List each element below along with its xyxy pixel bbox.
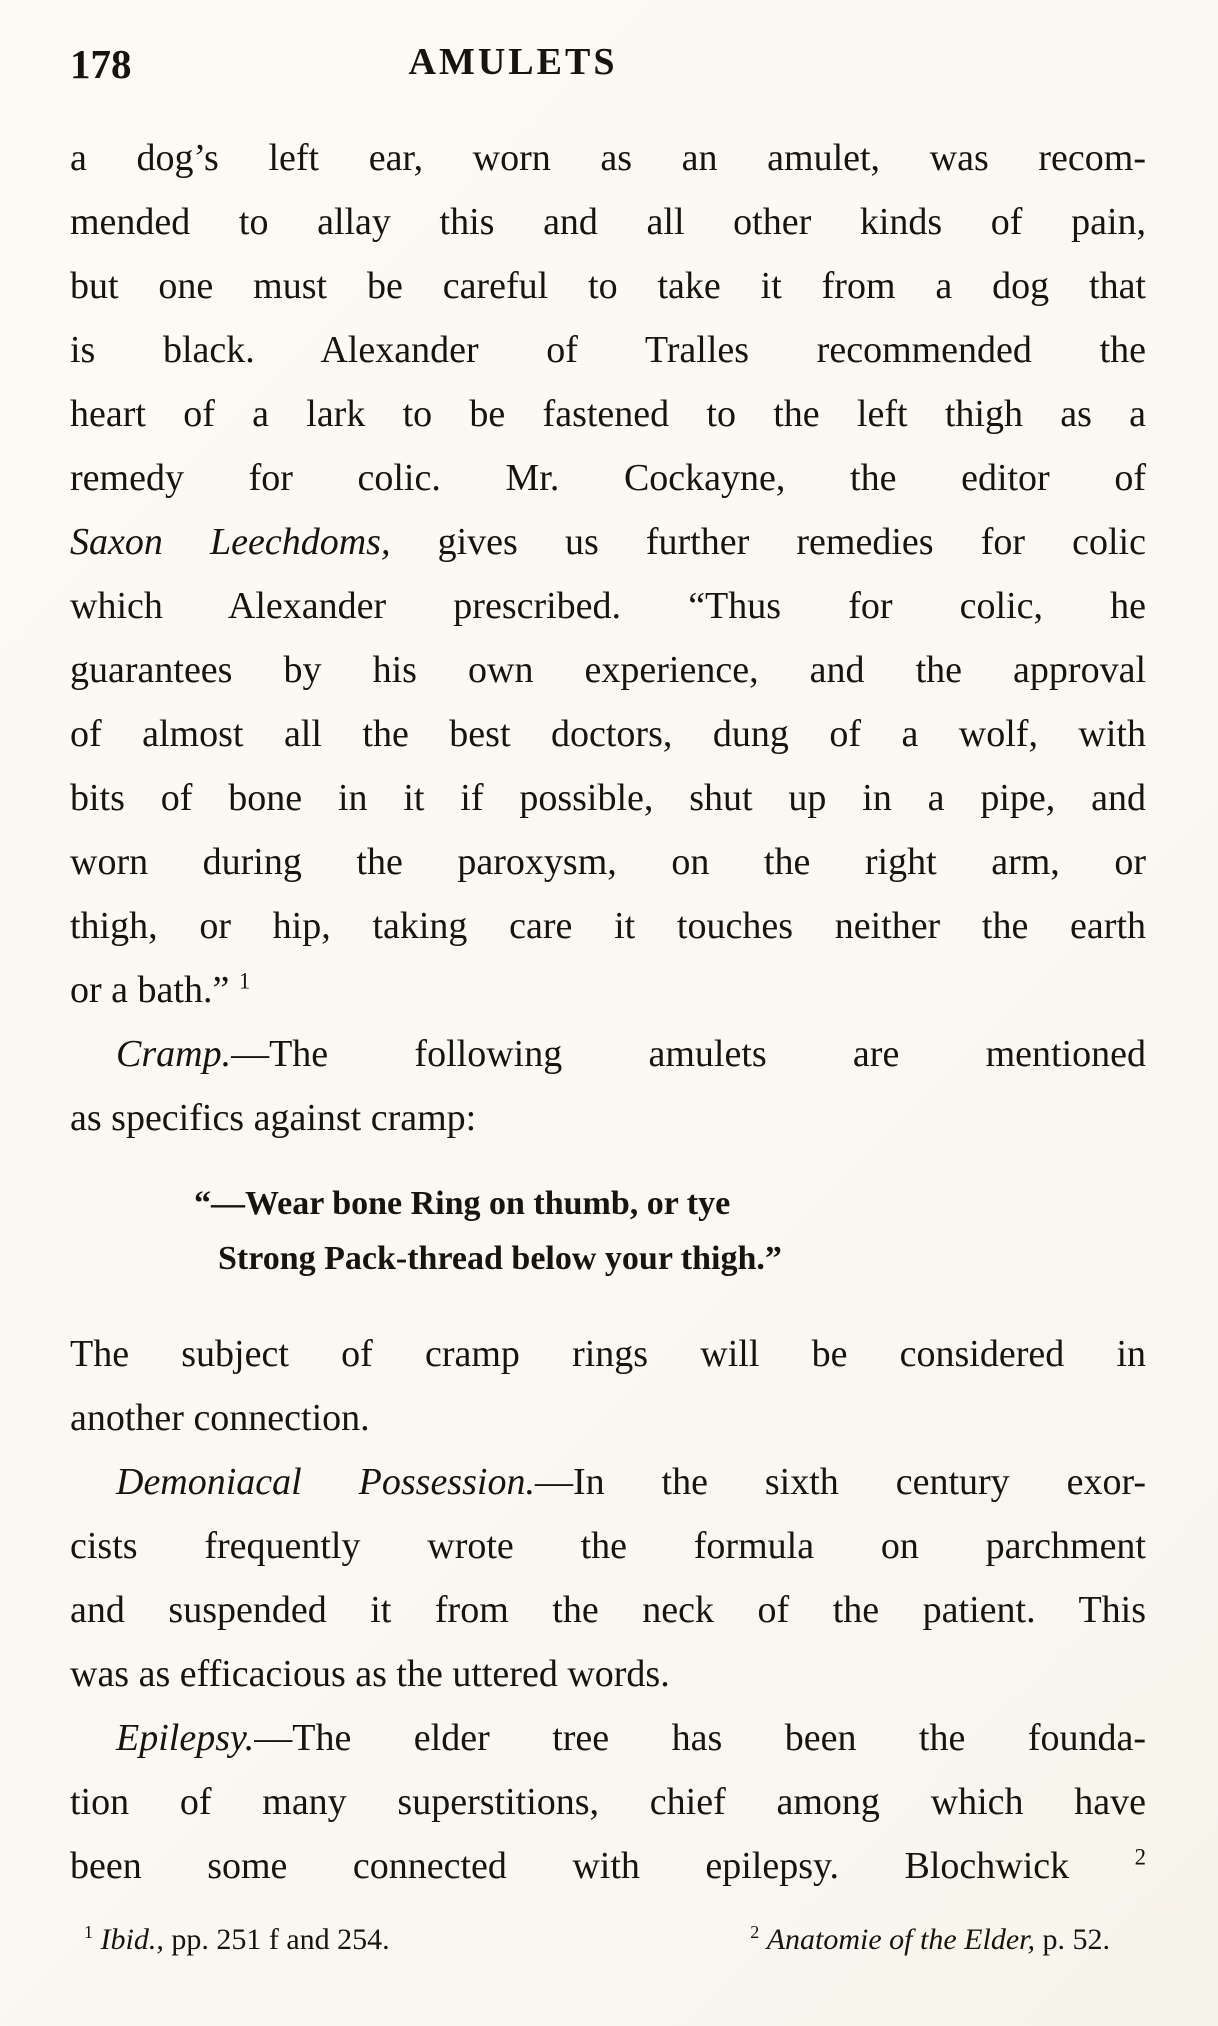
text-segment: “—Wear bone Ring on thumb, or tye: [194, 1185, 731, 1222]
paragraph: [70, 1706, 1146, 1898]
text-body: [70, 126, 1146, 1898]
text-line: [70, 382, 1146, 446]
text-line: [194, 1231, 1146, 1286]
italic-text: Anatomie of the Elder,: [766, 1923, 1035, 1956]
text-segment: pp. 251 f and 254.: [163, 1923, 390, 1956]
text-segment: gives us further remedies for colic: [390, 521, 1146, 563]
text-line: [70, 126, 1146, 190]
text-segment: another connection.: [70, 1397, 370, 1439]
italic-text: Demoniacal Possession.: [116, 1461, 535, 1503]
footnote: [750, 1918, 1110, 1962]
text-line: [70, 830, 1146, 894]
text-segment: as specifics against cramp:: [70, 1097, 477, 1139]
footnote-marker: 2: [750, 1922, 760, 1942]
text-segment: The subject of cramp rings will be considered in: [70, 1333, 1146, 1375]
paragraph: [70, 1450, 1146, 1706]
text-line: [70, 446, 1146, 510]
italic-text: Saxon Leechdoms,: [70, 521, 391, 563]
footnote-marker: 2: [1134, 1844, 1146, 1870]
text-segment: but one must be careful to take it from a dog that: [70, 265, 1146, 307]
text-segment: [759, 1923, 767, 1956]
text-segment: which Alexander prescribed. “Thus for colic, he: [70, 585, 1146, 627]
text-segment: mended to allay this and all other kinds of pain,: [70, 201, 1146, 243]
text-segment: remedy for colic. Mr. Cockayne, the editor of: [70, 457, 1146, 499]
text-segment: —The following amulets are mentioned: [231, 1033, 1146, 1075]
text-segment: heart of a lark to be fastened to the left thigh as a: [70, 393, 1146, 435]
text-line: [70, 638, 1146, 702]
running-head: AMULETS: [408, 41, 618, 83]
text-line: [70, 894, 1146, 958]
text-segment: worn during the paroxysm, on the right arm, or: [70, 841, 1146, 883]
footnote: [84, 1918, 390, 1962]
text-line: [70, 1022, 1146, 1086]
text-segment: guarantees by his own experience, and the approval: [70, 649, 1146, 691]
text-segment: Strong Pack-thread below your thigh.”: [218, 1240, 782, 1277]
footnotes: [70, 1918, 1146, 1962]
text-line: [70, 766, 1146, 830]
page-header: [70, 40, 1146, 98]
text-line: [70, 190, 1146, 254]
text-line: [70, 1770, 1146, 1834]
text-segment: cists frequently wrote the formula on parchment: [70, 1525, 1146, 1567]
text-segment: or a bath.”: [70, 969, 239, 1011]
text-line: [70, 1834, 1146, 1898]
text-line: [70, 1514, 1146, 1578]
italic-text: Ibid.,: [100, 1923, 164, 1956]
text-segment: p. 52.: [1035, 1923, 1110, 1956]
text-segment: and suspended it from the neck of the patient. This: [70, 1589, 1146, 1631]
text-line: [70, 1578, 1146, 1642]
text-line: [70, 254, 1146, 318]
text-line: [194, 1176, 1146, 1231]
text-segment: was as efficacious as the uttered words.: [70, 1653, 670, 1695]
text-line: [70, 702, 1146, 766]
text-segment: of almost all the best doctors, dung of a wolf, with: [70, 713, 1146, 755]
text-line: [70, 510, 1146, 574]
text-segment: is black. Alexander of Tralles recommended the: [70, 329, 1146, 371]
verse-quote: [194, 1176, 1146, 1286]
footnote-marker: 1: [238, 968, 251, 994]
text-segment: bits of bone in it if possible, shut up in a pipe, and: [70, 777, 1146, 819]
footnote-marker: 1: [84, 1922, 93, 1942]
text-line: [70, 1086, 1146, 1150]
text-segment: tion of many superstitions, chief among which have: [70, 1781, 1146, 1823]
text-line: [70, 958, 1146, 1022]
italic-text: Cramp.: [116, 1033, 232, 1075]
paragraph: [70, 1022, 1146, 1150]
text-segment: —The elder tree has been the founda-: [254, 1717, 1146, 1759]
page-number: 178: [70, 41, 132, 87]
text-segment: —In the sixth century exor-: [534, 1461, 1146, 1503]
italic-text: Epilepsy.: [116, 1717, 255, 1759]
text-line: [70, 1642, 1146, 1706]
paragraph: [70, 126, 1146, 1022]
text-line: [70, 1706, 1146, 1770]
text-segment: a dog’s left ear, worn as an amulet, was recom-: [70, 137, 1146, 179]
text-segment: thigh, or hip, taking care it touches neither the earth: [70, 905, 1146, 947]
text-line: [70, 574, 1146, 638]
text-line: [70, 1450, 1146, 1514]
text-line: [70, 1322, 1146, 1386]
paragraph: [70, 1322, 1146, 1450]
text-line: [70, 1386, 1146, 1450]
text-line: [70, 318, 1146, 382]
text-segment: [93, 1923, 101, 1956]
text-segment: been some connected with epilepsy. Blochwick: [70, 1845, 1135, 1887]
